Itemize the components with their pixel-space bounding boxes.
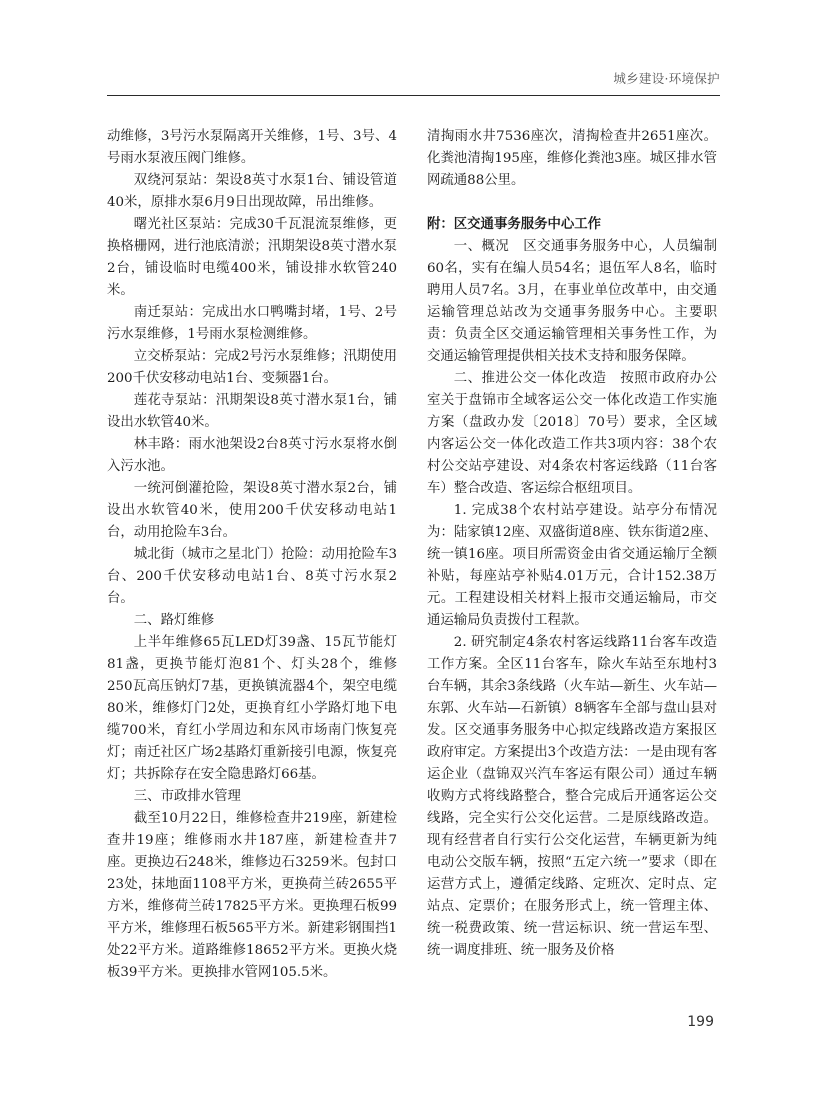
page-number: 199 [687, 1014, 714, 1030]
paragraph: 动维修，3号污水泵隔离开关维修，1号、3号、4号雨水泵液压阀门维修。 [107, 129, 397, 166]
paragraph: 一统河倒灌抢险，架设8英寸潜水泵2台，铺设出水软管40米，使用200千伏安移动电站1台，动用抢险车3台。 [107, 481, 397, 540]
header-rule [107, 95, 720, 96]
left-text-column [107, 126, 397, 984]
paragraph: 城北街（城市之星北门）抢险：动用抢险车3台、200千伏安移动电站1台、8英寸污水泵2台。 [107, 547, 397, 606]
paragraph: 上半年维修65瓦LED灯39盏、15瓦节能灯81盏，更换节能灯泡81个、灯头28个，维修250瓦高压钠灯7基，更换镇流器4个，架空电缆80米，维修灯门2处，更换育红小学路灯地下电缆700米，育红小学周边和东风市场南门恢复亮灯；南迁社区广场2基路灯重新接引电源，恢复亮灯；共拆除存在安全隐患路灯66基。 [107, 635, 397, 782]
paragraph: 一、概况 区交通事务服务中心，人员编制60名，实有在编人员54名；退伍军人8名，临时聘用人员7名。3月，在事业单位改革中，由交通运输管理总站改为交通事务服务中心。主要职责：负责全区交通运输管理相关事务性工作，为交通运输管理提供相关技术支持和服务保障。 [427, 239, 717, 364]
paragraph: 林丰路：雨水池架设2台8英寸污水泵将水倒入污水池。 [107, 437, 397, 474]
right-text-column [427, 126, 717, 962]
paragraph: 立交桥泵站：完成2号污水泵维修；汛期使用200千伏安移动电站1台、变频器1台。 [107, 349, 397, 386]
paragraph: 2. 研究制定4条农村客运线路11台客车改造工作方案。全区11台客车，除火车站至东地村3台车辆，其余3条线路（火车站—新生、火车站—东郭、火车站—石新镇）8辆客车全部与盘山县对发。区交通事务服务中心拟定线路改造方案报区政府审定。方案提出3个改造方法：一是由现有客运企业（盘锦双兴汽车客运有限公司）通过车辆收购方式将线路整合，整合完成后开通客运公交线路，完全实行公交化运营。二是原线路改造。现有经营者自行实行公交化运营，车辆更新为纯电动公交版车辆，按照“五定六统一”要求（即在运营方式上，遵循定线路、定班次、定时点、定站点、定票价；在服务形式上，统一管理主体、统一税费政策、统一营运标识、统一营运车型、统一调度排班、统一服务及价格 [427, 635, 717, 958]
paragraph: 二、推进公交一体化改造 按照市政府办公室关于盘锦市全域客运公交一体化改造工作实施方案（盘政办发〔2018〕70号）要求，全区域内客运公交一体化改造工作共3项内容：38个农村公交站亭建设、对4条农村客运线路（11台客车）整合改造、客运综合枢纽项目。 [427, 371, 717, 496]
section-heading-street-lights: 二、路灯维修 [133, 613, 215, 628]
paragraph: 截至10月22日，维修检查井219座，新建检查井19座；维修雨水井187座，新建检查井7座。更换边石248米，维修边石3259米。包封口23处，抹地面1108平方米，更换荷兰砖2655平方米，维修荷兰砖17825平方米。更换理石板99平方米，维修理石板565平方米。新建彩钢围挡1处22平方米。道路维修18652平方米。更换火烧板39平方米。更换排水管网105.5米。 [107, 811, 397, 980]
paragraph: 南迁泵站：完成出水口鸭嘴封堵，1号、2号污水泵维修，1号雨水泵检测维修。 [107, 305, 397, 342]
paragraph: 清掏雨水井7536座次，清掏检查井2651座次。化粪池清掏195座，维修化粪池3座。城区排水管网疏通88公里。 [427, 129, 717, 188]
appendix-section-title: 附：区交通事务服务中心工作 [427, 217, 602, 232]
running-header-title: 城乡建设·环境保护 [613, 71, 720, 86]
paragraph: 双绕河泵站：架设8英寸水泵1台、铺设管道40米，原排水泵6月9日出现故障，吊出维修。 [107, 173, 397, 210]
paragraph: 曙光社区泵站：完成30千瓦混流泵维修，更换格栅网，进行池底清淤；汛期架设8英寸潜水泵2台，铺设临时电缆400米，铺设排水软管240米。 [107, 217, 397, 298]
section-heading-drainage: 三、市政排水管理 [133, 789, 241, 804]
paragraph: 莲花寺泵站：汛期架设8英寸潜水泵1台，铺设出水软管40米。 [107, 393, 397, 430]
paragraph: 1. 完成38个农村站亭建设。站亭分布情况为：陆家镇12座、双盛街道8座、铁东街道2座、统一镇16座。项目所需资金由省交通运输厅全额补贴，每座站亭补贴4.01万元，合计152.38万元。工程建设相关材料上报市交通运输局，市交通运输局负责拨付工程款。 [427, 503, 717, 628]
